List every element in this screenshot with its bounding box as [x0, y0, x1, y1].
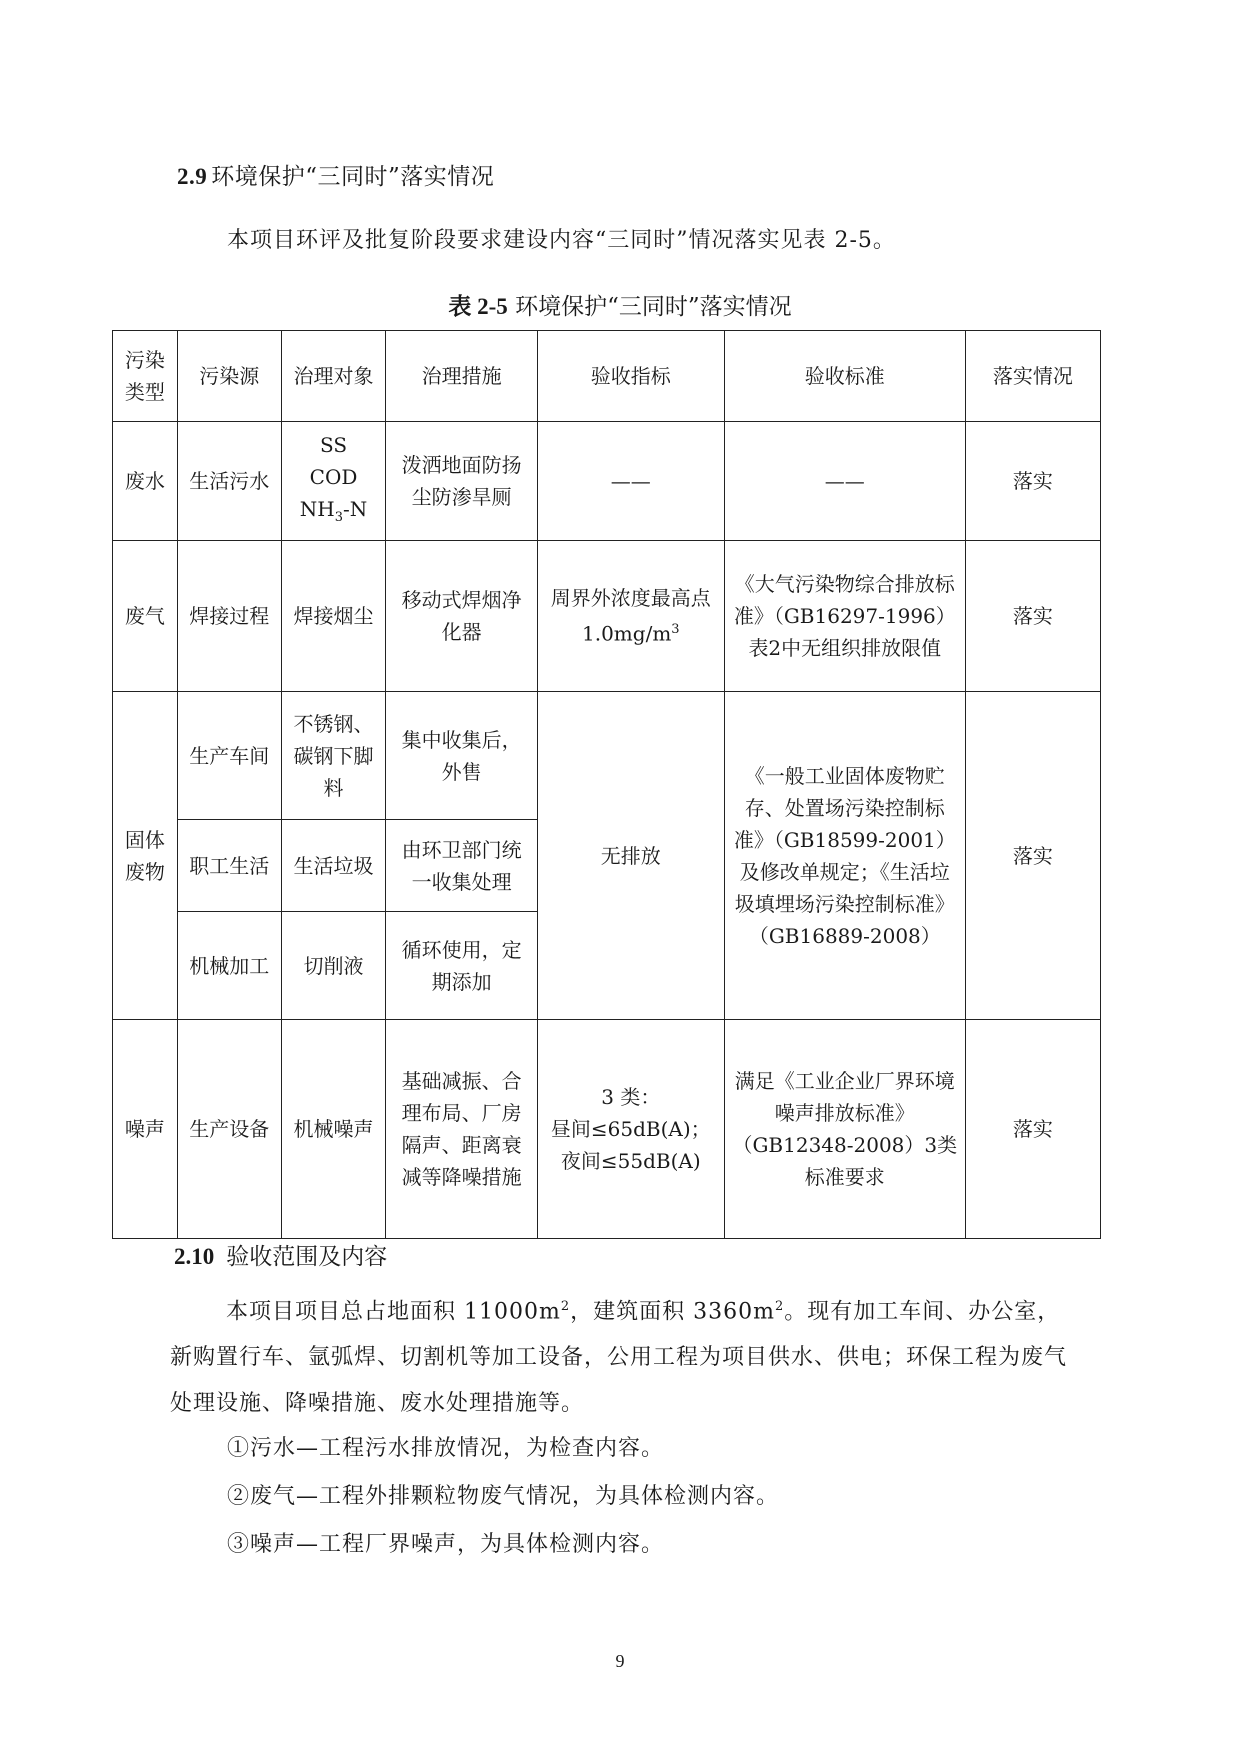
header-pollution-type: 污染类型: [113, 331, 178, 422]
section-title: 验收范围及内容: [226, 1244, 388, 1270]
cell-status: 落实: [965, 692, 1100, 1020]
cell-source: 生活污水: [177, 422, 281, 541]
cell-source: 机械加工: [177, 912, 281, 1020]
list-item-noise: ③噪声—工程厂界噪声，为具体检测内容。: [227, 1532, 665, 1557]
cell-measure: 循环使用，定期添加: [386, 912, 537, 1020]
cell-standard: 《一般工业固体废物贮存、处置场污染控制标准》（GB18599-2001）及修改单规定；《生活垃圾填埋场污染控制标准》（GB16889-2008）: [724, 692, 965, 1020]
section-title: 环境保护“三同时”落实情况: [211, 164, 495, 190]
cell-status: 落实: [965, 1020, 1100, 1239]
header-implementation-status: 落实情况: [965, 331, 1100, 422]
cell-target: 机械噪声: [281, 1020, 386, 1239]
intro-paragraph: 本项目环评及批复阶段要求建设内容“三同时”情况落实见表 2-5。: [227, 228, 896, 253]
cell-type: 固体废物: [113, 692, 178, 1020]
cell-target: 焊接烟尘: [281, 541, 386, 692]
cell-standard: ——: [724, 422, 965, 541]
cell-measure: 基础减振、合理布局、厂房隔声、距离衰减等降噪措施: [386, 1020, 537, 1239]
cell-source: 职工生活: [177, 820, 281, 912]
cell-type: 废气: [113, 541, 178, 692]
cell-type: 废水: [113, 422, 178, 541]
table-header-row: [113, 331, 1101, 422]
table-row-exhaust: [113, 541, 1101, 692]
cell-indicator: ——: [537, 422, 724, 541]
cell-target: 切削液: [281, 912, 386, 1020]
section-heading-2-9: [177, 158, 494, 191]
section-number: 2.9: [177, 164, 208, 189]
target-nh3n: $NH_3-N$: [299, 496, 368, 525]
table-caption-number: 表 2-5: [448, 294, 508, 319]
section-heading-2-10: [174, 1238, 387, 1271]
table-row-noise: [113, 1020, 1101, 1239]
page-number: 9: [615, 1651, 625, 1671]
table-caption: [0, 288, 1240, 321]
cell-indicator: 3 类： 昼间≤65dB(A)； 夜间≤55dB(A): [537, 1020, 724, 1239]
cell-source: 生产车间: [177, 692, 281, 820]
cell-target: 生活垃圾: [281, 820, 386, 912]
header-acceptance-standard: 验收标准: [724, 331, 965, 422]
list-item-exhaust: ②废气—工程外排颗粒物废气情况，为具体检测内容。: [227, 1484, 780, 1509]
cell-target: [281, 422, 386, 541]
list-item-wastewater: ①污水—工程污水排放情况，为检查内容。: [227, 1436, 665, 1461]
three-simultaneous-table: [112, 330, 1101, 1239]
cell-measure: 由环卫部门统一收集处理: [386, 820, 537, 912]
target-ss: SS: [320, 432, 348, 457]
header-treatment-measure: 治理措施: [386, 331, 537, 422]
section-number: 2.10: [174, 1244, 215, 1269]
target-cod: COD: [309, 464, 358, 489]
header-treatment-target: 治理对象: [281, 331, 386, 422]
header-acceptance-indicator: 验收指标: [537, 331, 724, 422]
table-row-solid-workshop: [113, 692, 1101, 820]
cell-indicator: 无排放: [537, 692, 724, 1020]
cell-source: 焊接过程: [177, 541, 281, 692]
cell-status: 落实: [965, 422, 1100, 541]
header-pollution-source: 污染源: [177, 331, 281, 422]
cell-measure: 泼洒地面防扬尘防渗旱厕: [386, 422, 537, 541]
cell-source: 生产设备: [177, 1020, 281, 1239]
table-row-wastewater: [113, 422, 1101, 541]
cell-standard: 满足《工业企业厂界环境噪声排放标准》（GB12348-2008）3类标准要求: [724, 1020, 965, 1239]
scope-paragraph: 本项目项目总占地面积 $11000m^2$，建筑面积 $3360m^2$。现有加工车间、办公室，新购置行车、氩弧焊、切割机等加工设备，公用工程为项目供水、供电；环保工程为废气处理设施、降噪措施、废水处理措施等。: [170, 1299, 1068, 1417]
cell-type: 噪声: [113, 1020, 178, 1239]
cell-status: 落实: [965, 541, 1100, 692]
table-caption-title: 环境保护“三同时”落实情况: [515, 294, 792, 320]
cell-standard: 《大气污染物综合排放标准》（GB16297-1996）表2中无组织排放限值: [724, 541, 965, 692]
cell-measure: 移动式焊烟净化器: [386, 541, 537, 692]
cell-measure: 集中收集后，外售: [386, 692, 537, 820]
cell-indicator: 周界外浓度最高点 $1.0mg/m^3$: [537, 541, 724, 692]
cell-target: 不锈钢、碳钢下脚料: [281, 692, 386, 820]
